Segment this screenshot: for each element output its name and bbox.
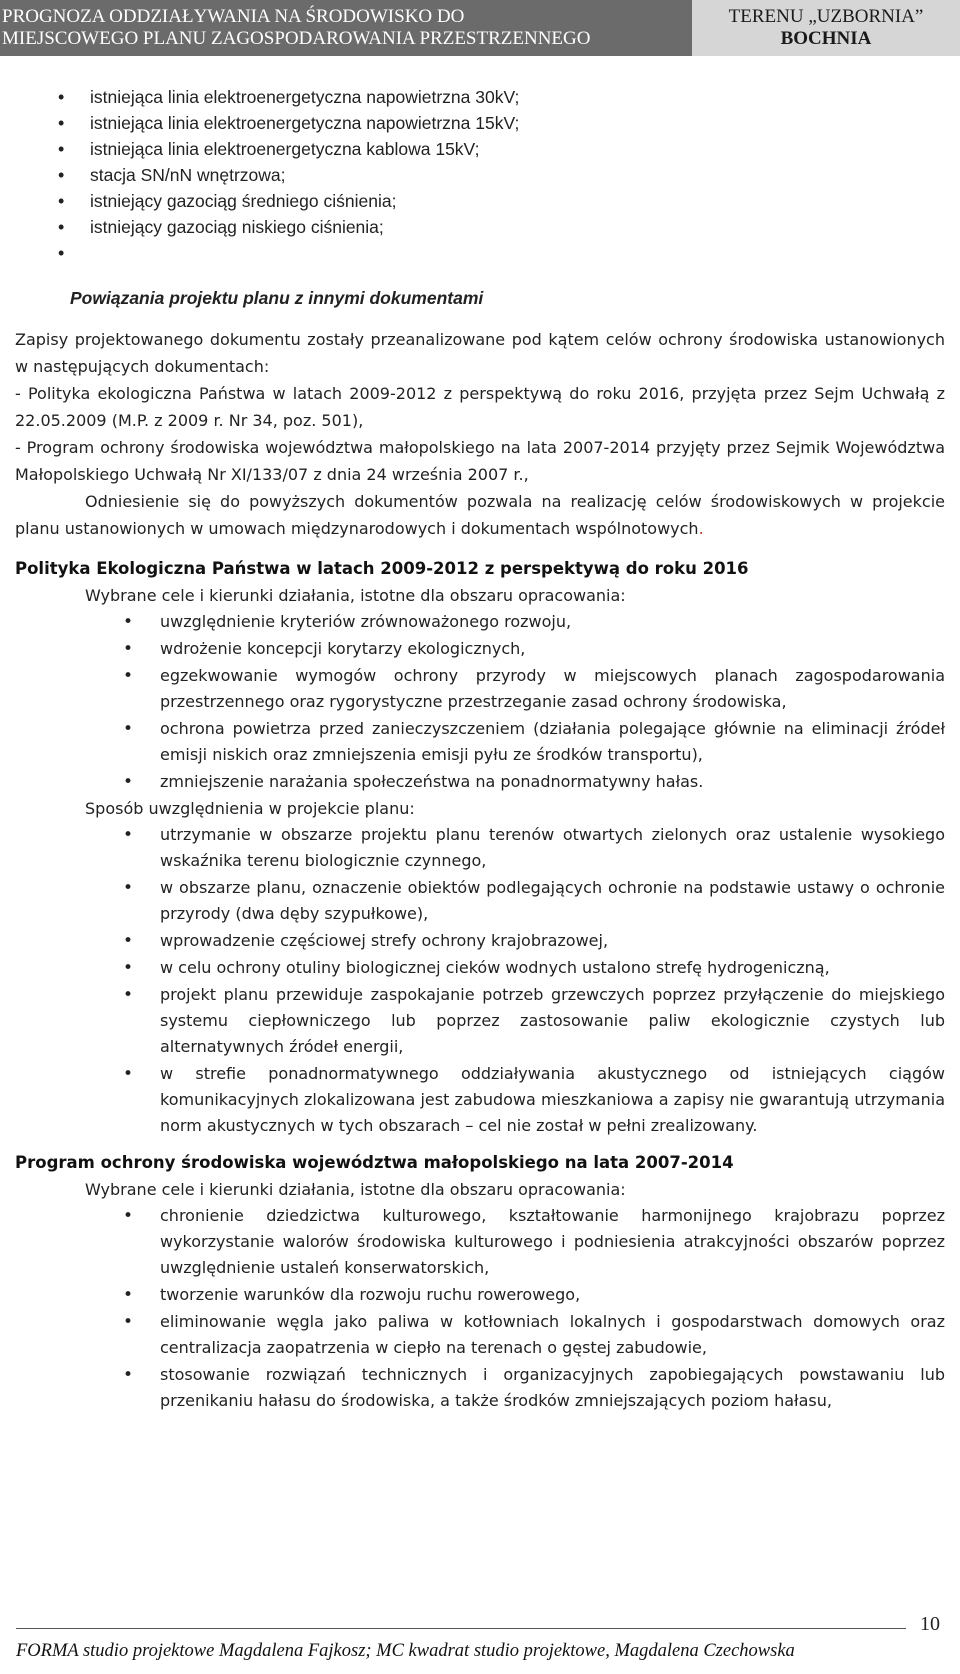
header-area-line1: TERENU „UZBORNIA”	[728, 6, 924, 27]
intro-conclusion-end: .	[698, 519, 704, 538]
header-title-line2: MIEJSCOWEGO PLANU ZAGOSPODAROWANIA PRZESTRZENNEGO	[2, 28, 591, 49]
list-item: • projekt planu przewiduje zaspokajanie potrzeb grzewczych poprzez przyłączenie do miejskiego systemu ciepłowniczego lub poprzez zastosowanie paliw ekologicznie czystych lub alternatywnych źródeł energii,	[15, 982, 945, 1060]
list-item: • tworzenie warunków dla rozwoju ruchu rowerowego,	[15, 1282, 945, 1308]
section1-heading: Polityka Ekologiczna Państwa w latach 2009-2012 z perspektywą do roku 2016	[15, 559, 749, 578]
footer-credits: FORMA studio projektowe Magdalena Fajkosz; MC kwadrat studio projektowe, Magdalena Czechowska	[16, 1641, 795, 1661]
page-number: 10	[920, 1613, 940, 1635]
section1-methods-list	[15, 822, 945, 1139]
page-content	[15, 84, 945, 1414]
list-item: • wdrożenie koncepcji korytarzy ekologicznych,	[15, 636, 945, 662]
infrastructure-list	[15, 84, 945, 266]
list-item: • utrzymanie w obszarze projektu planu terenów otwartych zielonych oraz ustalenie wysokiego wskaźnika terenu biologicznie czynnego,	[15, 822, 945, 874]
list-item: • w obszarze planu, oznaczenie obiektów podlegających ochronie na podstawie ustawy o ochronie przyrody (dwa dęby szypułkowe),	[15, 875, 945, 927]
list-item: • istniejąca linia elektroenergetyczna kablowa 15kV;	[15, 136, 945, 162]
relations-heading: Powiązania projektu planu z innymi dokumentami	[70, 288, 484, 308]
intro-policy-ref: - Polityka ekologiczna Państwa w latach 2009-2012 z perspektywą do roku 2016, przyjęta przez Sejm Uchwałą z 22.05.2009 (M.P. z 2009 r. Nr 34, poz. 501),	[15, 384, 945, 430]
section1-goals-label: Wybrane cele i kierunki działania, istotne dla obszaru opracowania:	[85, 586, 626, 605]
list-item: • istniejący gazociąg niskiego ciśnienia;	[15, 214, 945, 240]
list-item: • wprowadzenie częściowej strefy ochrony krajobrazowej,	[15, 928, 945, 954]
list-item: • ochrona powietrza przed zanieczyszczeniem (działania polegające głównie na eliminacji źródeł emisji niskich oraz zmniejszenia emisji pyłu ze środków transportu),	[15, 716, 945, 768]
intro-paragraph: Zapisy projektowanego dokumentu zostały przeanalizowane pod kątem celów ochrony środowiska ustanowionych w następujących dokumentach:	[15, 330, 945, 376]
header-area-block	[692, 0, 960, 56]
list-item: • istniejąca linia elektroenergetyczna napowietrzna 30kV;	[15, 84, 945, 110]
intro-conclusion-text: Odniesienie się do powyższych dokumentów pozwala na realizację celów środowiskowych w projekcie planu ustanowionych w umowach międzynarodowych i dokumentach wspólnotowych	[15, 492, 945, 538]
header-title-line1: PROGNOZA ODDZIAŁYWANIA NA ŚRODOWISKO DO	[2, 6, 465, 27]
list-item: • zmniejszenie narażania społeczeństwa na ponadnormatywny hałas.	[15, 769, 945, 795]
list-item: • uwzględnienie kryteriów zrównoważonego rozwoju,	[15, 609, 945, 635]
list-item: • egzekwowanie wymogów ochrony przyrody w miejscowych planach zagospodarowania przestrzennego oraz rygorystyczne przestrzeganie zasad ochrony środowiska,	[15, 663, 945, 715]
list-item: • w strefie ponadnormatywnego oddziaływania akustycznego od istniejących ciągów komunikacyjnych zlokalizowana jest zabudowa mieszkaniowa a zapisy nie gwarantują utrzymania norm akustycznych w tych obszarach – cel nie został w pełni zrealizowany.	[15, 1061, 945, 1139]
footer-divider	[16, 1628, 906, 1629]
intro-conclusion	[15, 488, 945, 542]
list-item: • stosowanie rozwiązań technicznych i organizacyjnych zapobiegających powstawaniu lub przenikaniu hałasu do środowiska, a także środków zmniejszających poziom hałasu,	[15, 1362, 945, 1414]
list-item: • chronienie dziedzictwa kulturowego, kształtowanie harmonijnego krajobrazu poprzez wykorzystanie walorów środowiska kulturowego i podniesienia atrakcyjności obszarów poprzez uwzględnienie ustaleń konserwatorskich,	[15, 1203, 945, 1281]
list-item: • w celu ochrony otuliny biologicznej cieków wodnych ustalono strefę hydrogeniczną,	[15, 955, 945, 981]
header-area-line2: BOCHNIA	[780, 28, 872, 49]
list-item: • istniejący gazociąg średniego ciśnienia;	[15, 188, 945, 214]
section2-goals-label: Wybrane cele i kierunki działania, istotne dla obszaru opracowania:	[85, 1180, 626, 1199]
header-title-block	[0, 0, 692, 56]
list-item	[15, 240, 945, 266]
section2-heading: Program ochrony środowiska województwa małopolskiego na lata 2007-2014	[15, 1153, 734, 1172]
section1-method-label: Sposób uwzględnienia w projekcie planu:	[85, 799, 415, 818]
list-item: • eliminowanie węgla jako paliwa w kotłowniach lokalnych i gospodarstwach domowych oraz centralizacja zaopatrzenia w ciepło na terenach o gęstej zabudowie,	[15, 1309, 945, 1361]
list-item: • stacja SN/nN wnętrzowa;	[15, 162, 945, 188]
intro-program-ref: - Program ochrony środowiska województwa małopolskiego na lata 2007-2014 przyjęty przez Sejmik Województwa Małopolskiego Uchwałą Nr XI/133/07 z dnia 24 września 2007 r.,	[15, 438, 945, 484]
list-item: • istniejąca linia elektroenergetyczna napowietrzna 15kV;	[15, 110, 945, 136]
section2-goals-list	[15, 1203, 945, 1414]
section1-goals-list	[15, 609, 945, 795]
document-header	[0, 0, 960, 56]
